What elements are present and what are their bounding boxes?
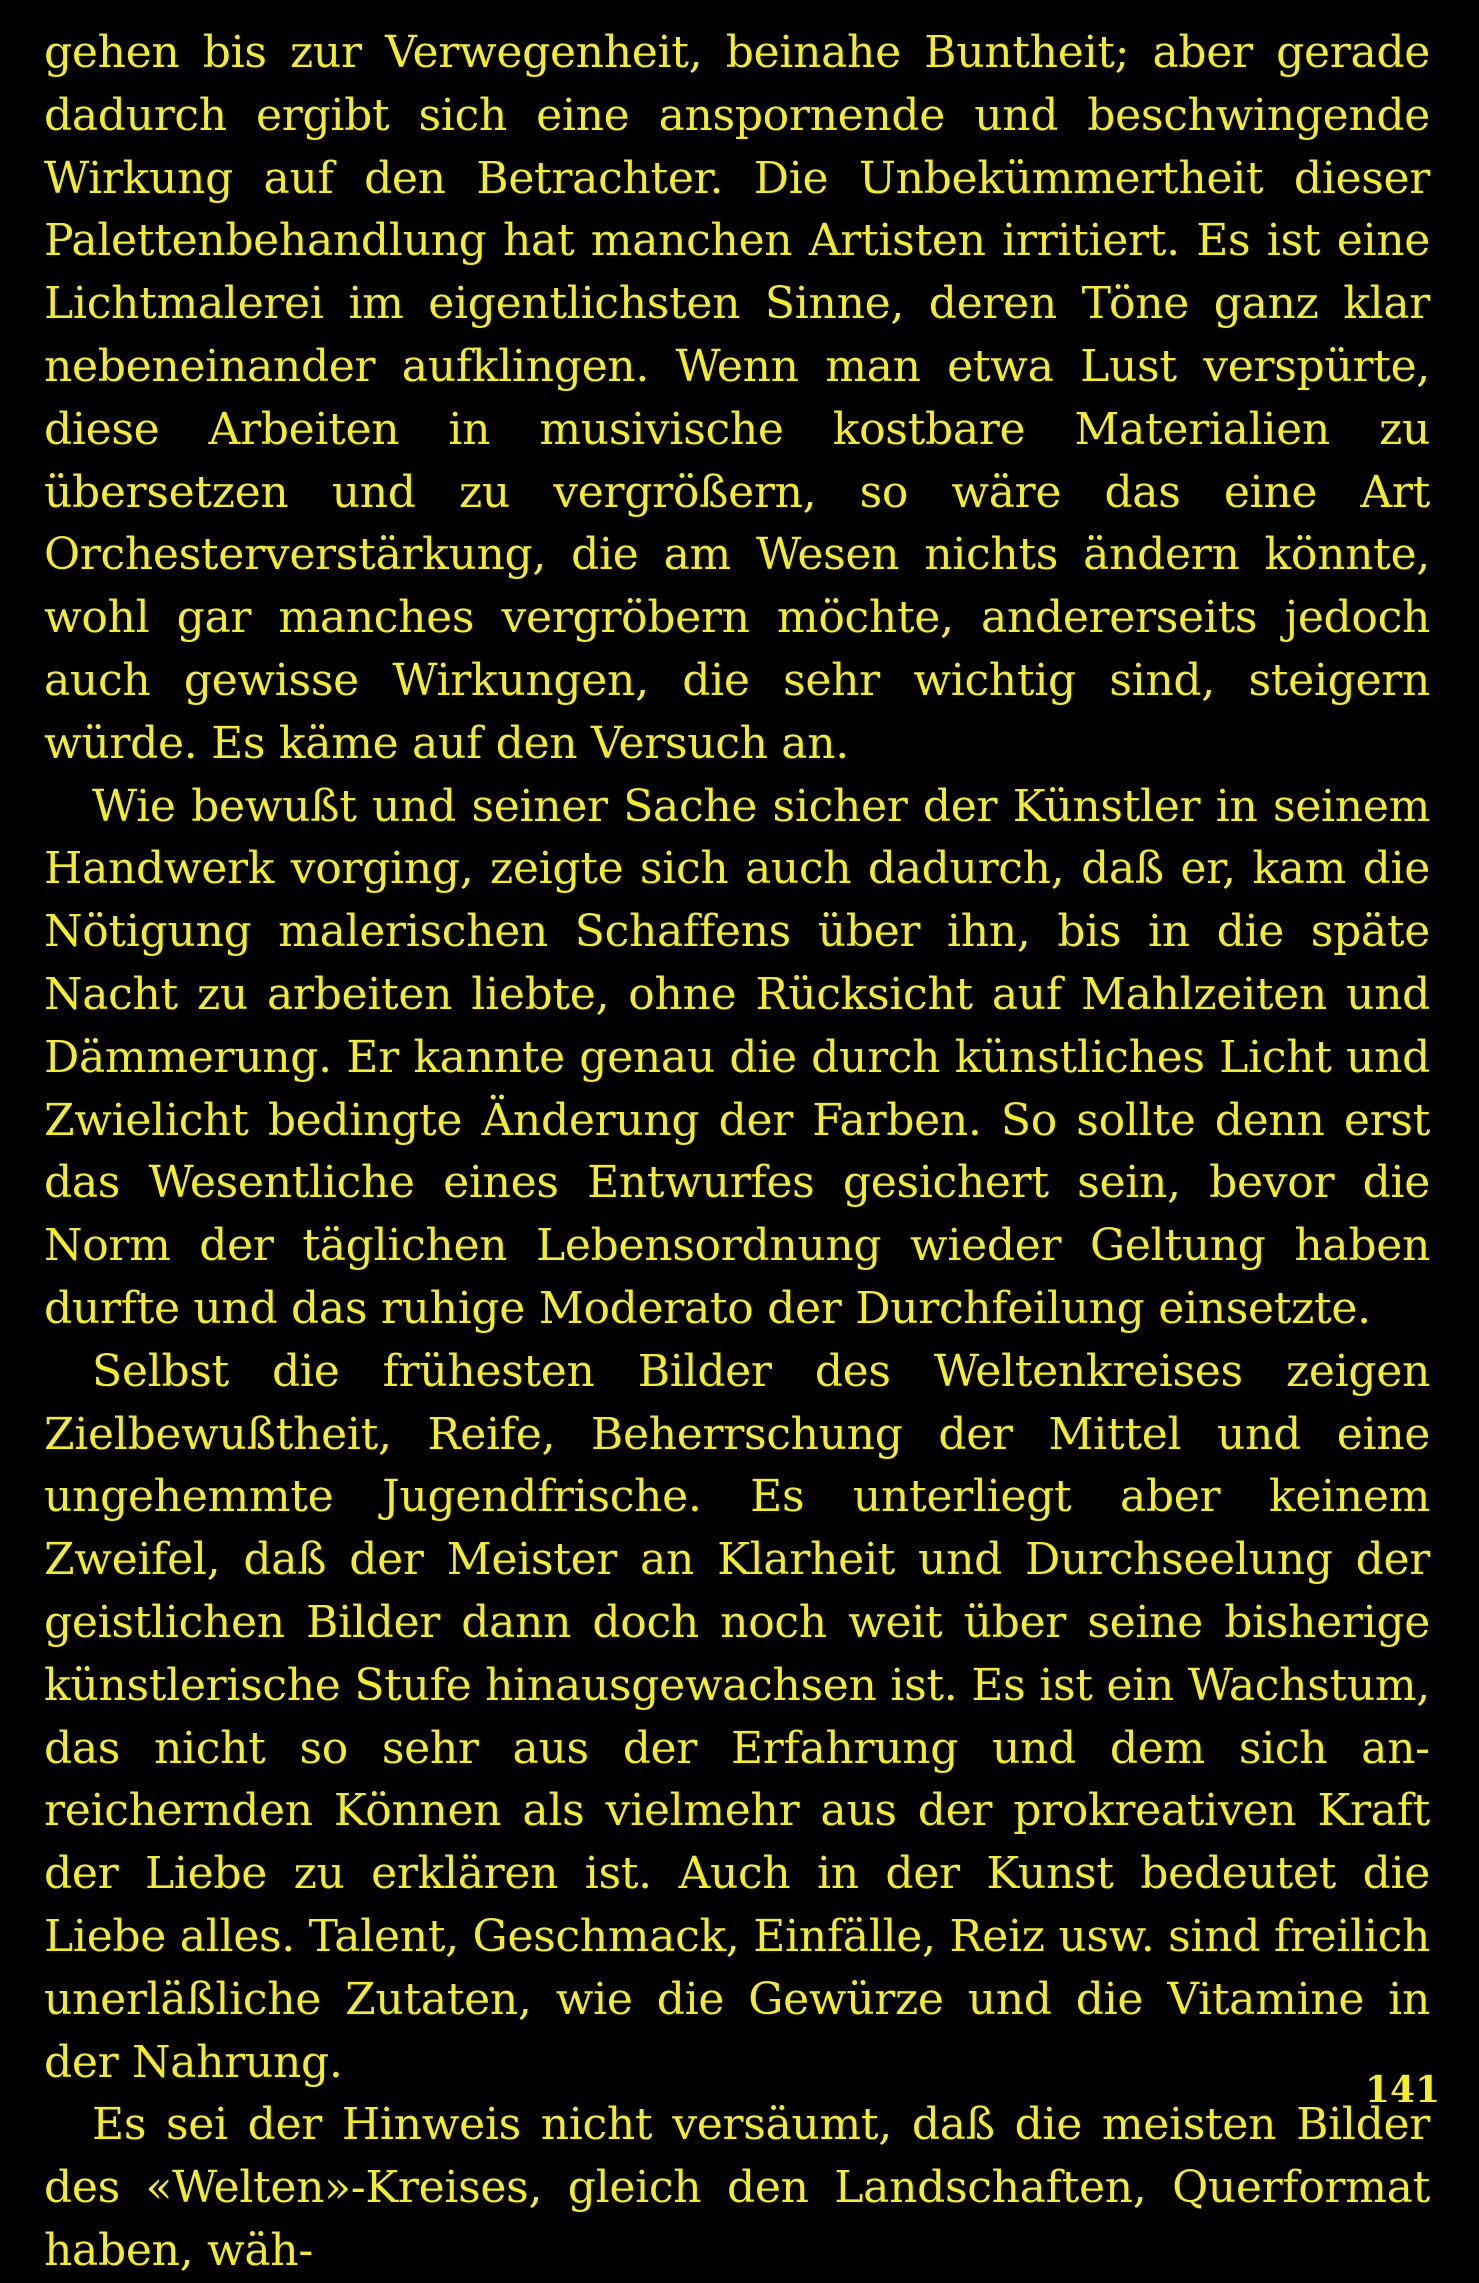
page-number: 141 (1365, 2069, 1441, 2111)
page-body (44, 22, 1430, 2283)
paragraph-3: Selbst die frühesten Bilder des Weltenkreises zeigen Zielbewußtheit, Reife, Beherrschung der Mittel und eine ungehemmte Jugendfrische. Es unterliegt aber keinem Zweifel, daß der Meister an Klarheit und Durchseelung der geistlichen Bilder dann doch noch weit über seine bisherige künstlerische Stufe hinausgewachsen ist. Es ist ein Wachstum, das nicht so sehr aus der Erfahrung und dem sich anreichernden Können als vielmehr aus der prokreativen Kraft der Liebe zu erklären ist. Auch in der Kunst bedeutet die Liebe alles. Talent, Geschmack, Einfälle, Reiz usw. sind freilich unerläßliche Zutaten, wie die Gewürze und die Vitamine in der Nahrung. (44, 1345, 1430, 2088)
paragraph-4: Es sei der Hinweis nicht versäumt, daß die meisten Bilder des «Welten»-Kreises, gleich den Landschaften, Querformat haben, wäh- (44, 2099, 1430, 2276)
paragraph-2: Wie bewußt und seiner Sache sicher der Künstler in seinem Handwerk vorging, zeigte sich auch dadurch, daß er, kam die Nötigung malerischen Schaffens über ihn, bis in die späte Nacht zu arbeiten liebte, ohne Rücksicht auf Mahlzeiten und Dämmerung. Er kannte genau die durch künstliches Licht und Zwielicht bedingte Änderung der Farben. So sollte denn erst das Wesentliche eines Entwurfes gesichert sein, bevor die Norm der täglichen Lebensordnung wieder Geltung haben durfte und das ruhige Moderato der Durchfeilung einsetzte. (44, 780, 1430, 1334)
paragraph-1: gehen bis zur Verwegenheit, beinahe Buntheit; aber gerade dadurch ergibt sich eine anspornende und beschwingende Wirkung auf den Betrachter. Die Unbekümmertheit dieser Palettenbehandlung hat manchen Artisten irritiert. Es ist eine Lichtmalerei im eigentlichsten Sinne, deren Töne ganz klar nebeneinander aufklingen. Wenn man etwa Lust verspürte, diese Arbeiten in musivische kostbare Materialien zu übersetzen und zu vergrößern, so wäre das eine Art Orchesterverstärkung, die am Wesen nichts ändern könnte, wohl gar manches vergröbern möchte, andererseits jedoch auch gewisse Wirkungen, die sehr wichtig sind, steigern würde. Es käme auf den Versuch an. (44, 27, 1430, 769)
